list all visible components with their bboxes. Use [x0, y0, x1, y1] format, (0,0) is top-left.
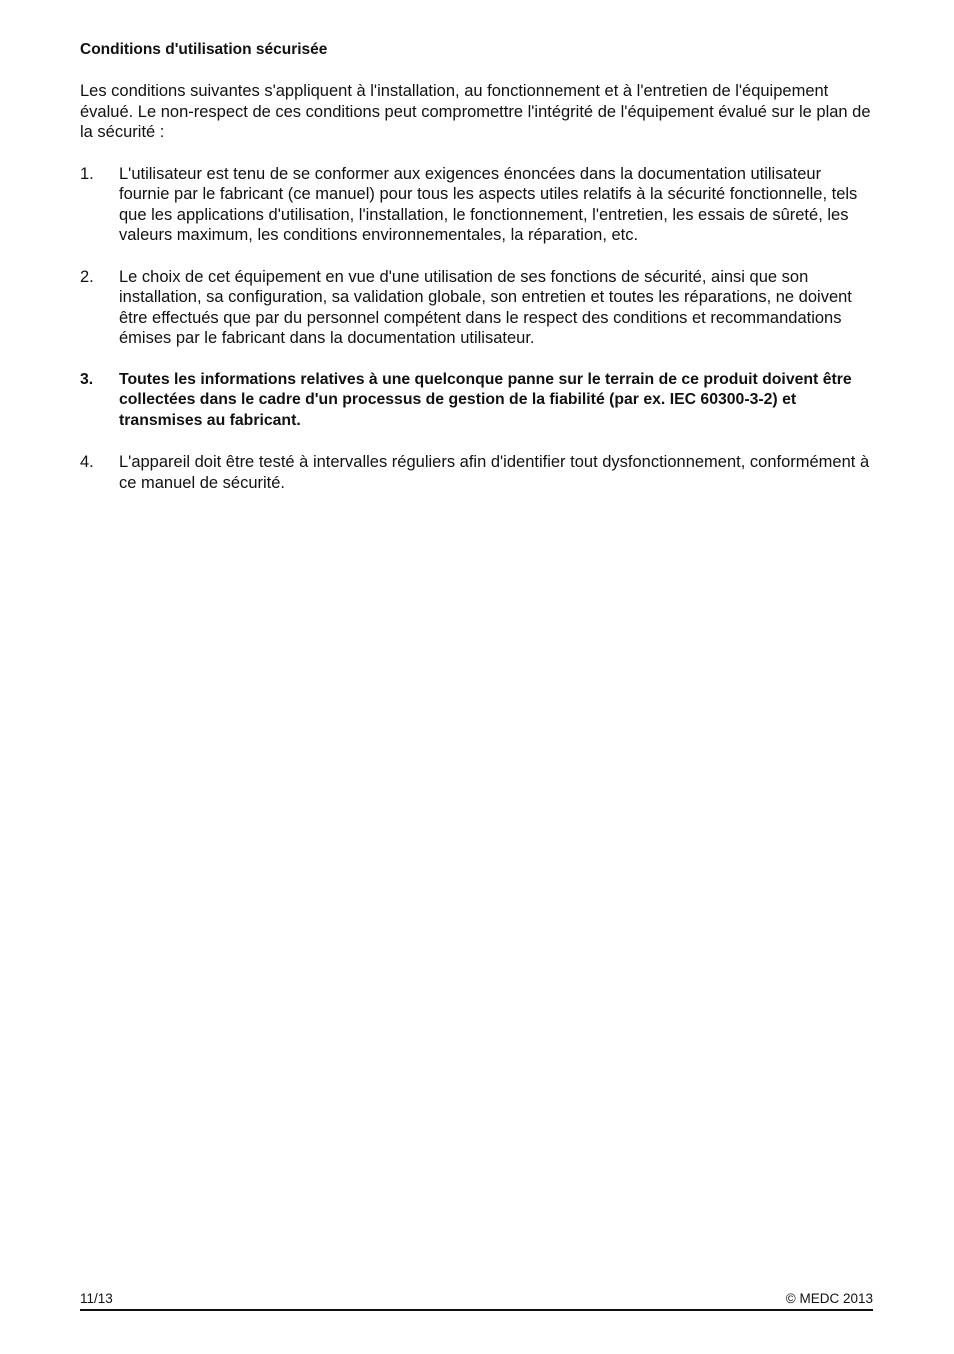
list-item-text: Le choix de cet équipement en vue d'une utilisation de ses fonctions de sécurité, ainsi que son installation, sa configuration, sa validation globale, son entretien et toutes les réparations, ne doivent être effectués que par du personnel compétent dans le respect des conditions et recommandations émises par le fabricant dans la documentation utilisateur. [119, 267, 852, 347]
list-item-text: Toutes les informations relatives à une quelconque panne sur le terrain de ce produit doivent être collectées dans le cadre d'un processus de gestion de la fiabilité (par ex. IEC 60300-3-2) et transmises au fabricant. [119, 370, 852, 429]
section-heading: Conditions d'utilisation sécurisée [80, 41, 328, 58]
page-number: 11/13 [80, 1291, 113, 1306]
copyright-notice: © MEDC 2013 [785, 1291, 873, 1306]
list-item-emphasized [80, 370, 875, 432]
list-item-number: 4. [80, 453, 94, 471]
intro-paragraph: Les conditions suivantes s'appliquent à l'installation, au fonctionnement et à l'entretien de l'équipement évalué. Le non-respect de ces conditions peut compromettre l'intégrité de l'équipement évalué sur le plan de la sécurité : [80, 82, 871, 141]
list-item [80, 267, 875, 349]
page-footer [80, 1291, 873, 1311]
list-item-text: L'utilisateur est tenu de se conformer aux exigences énoncées dans la documentation utilisateur fournie par le fabricant (ce manuel) pour tous les aspects utiles relatifs à la sécurité fonctionnelle, tels que les applications d'utilisation, l'installation, le fonctionnement, l'entretien, les essais de sûreté, les valeurs maximum, les conditions environnementales, la réparation, etc. [119, 164, 858, 244]
document-body [80, 40, 875, 514]
list-item-number: 3. [80, 370, 94, 388]
list-item-number: 1. [80, 164, 94, 183]
list-item [80, 452, 875, 493]
list-item-number: 2. [80, 267, 94, 286]
list-item-text: L'appareil doit être testé à intervalles réguliers afin d'identifier tout dysfonctionnement, conformément à ce manuel de sécurité. [119, 453, 870, 492]
list-item [80, 164, 875, 246]
